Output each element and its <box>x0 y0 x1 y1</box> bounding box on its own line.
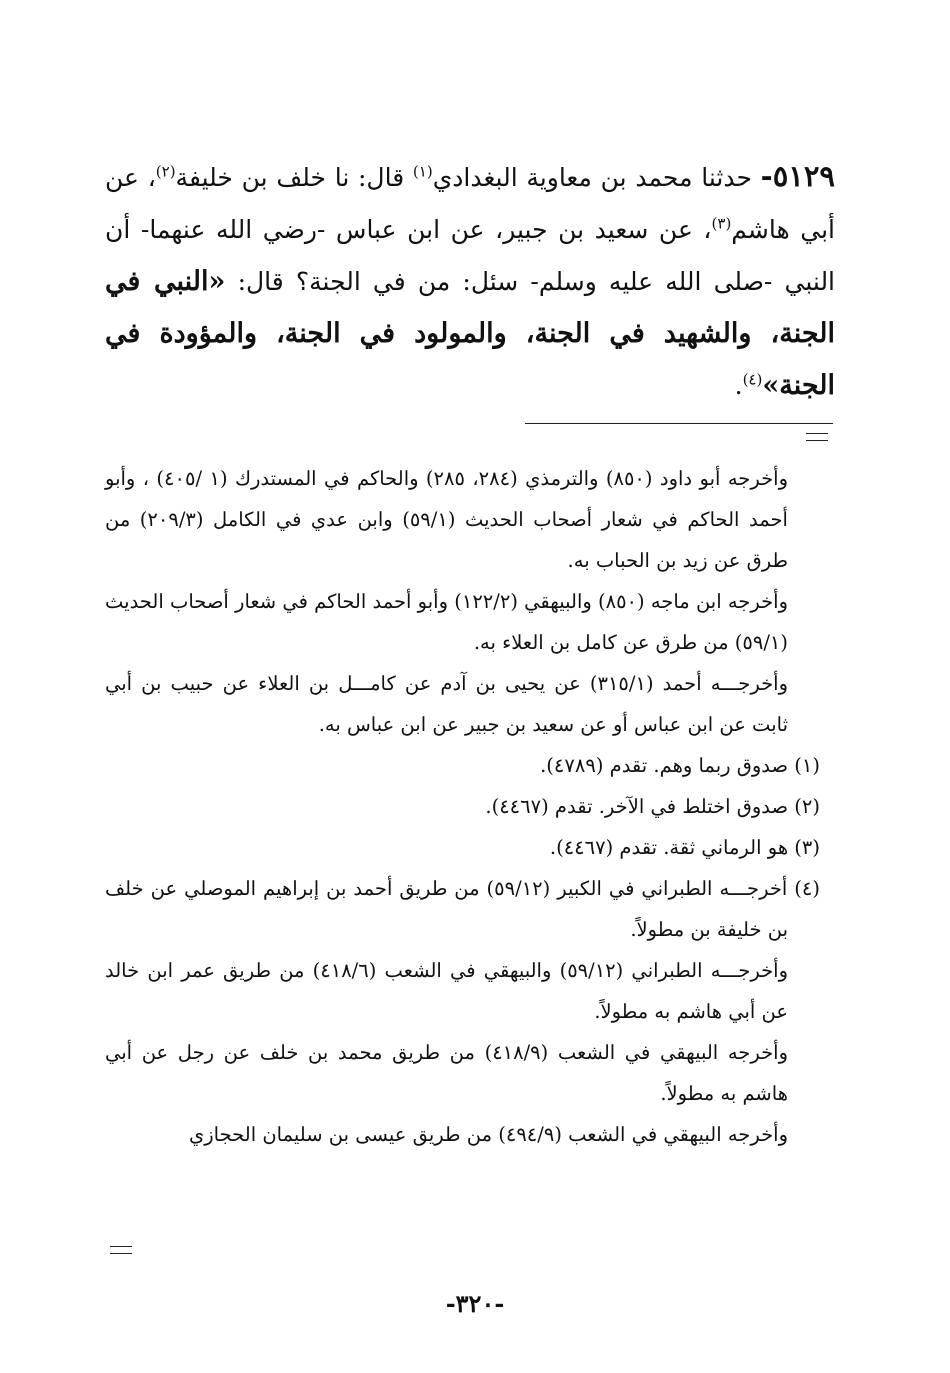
hadith-number: ٥١٢٩- <box>760 159 836 193</box>
footnote-marker: (٢) <box>155 162 176 181</box>
footnote-paragraph: وأخرجه أبو داود (٨٥٠) والترمذي (٢٨٤، ٢٨٥) والحاكم في المستدرك (١ /٤٠٥) ، وأبو أحمد الحاكم في شعار أصحاب الحديث (٥٩/١) وابن عدي في الكامل (٢٠٩/٣) من طرق عن زيد بن الحباب به. <box>105 467 788 572</box>
footnote-paragraph: وأخرجه ابن ماجه (٨٥٠) والبيهقي (١٢٢/٢) وأبو أحمد الحاكم في شعار أصحاب الحديث (٥٩/١) من طرق عن كامل بن العلاء به. <box>105 590 789 654</box>
footnote-marker: (٣) <box>711 214 732 233</box>
hadith-quote: «النبي في الجنة، والشهيد في الجنة، والمولود في الجنة، والمؤودة في الجنة» <box>105 266 835 401</box>
hadith-text-part: ، عن سعيد بن جبير، عن ابن عباس -رضي الله عنهما- أن النبي -صلى الله عليه وسلم- سئل: من في الجنة؟ قال: <box>105 215 836 296</box>
footnote-marker: (٤) <box>742 370 763 389</box>
hadith-text <box>105 150 835 412</box>
continuation-mark <box>110 1246 132 1254</box>
footnote-3: (٣) هو الرماني ثقة. تقدم (٤٤٦٧). <box>549 836 820 859</box>
hadith-text-part: قال: نا خلف بن خليفة <box>175 163 413 192</box>
footnote-2: (٢) صدوق اختلط في الآخر. تقدم (٤٤٦٧). <box>485 795 820 818</box>
hadith-text-part: حدثنا محمد بن معاوية البغدادي <box>432 163 761 192</box>
footnote-4: (٤) أخرجـــه الطبراني في الكبير (٥٩/١٢) من طريق أحمد بن إبراهيم الموصلي عن خلف بن خليفة بن مطولاً. <box>105 877 820 941</box>
footnote-paragraph: وأخرجه البيهقي في الشعب (٤١٨/٩) من طريق محمد بن خلف عن رجل عن أبي هاشم به مطولاً. <box>105 1041 788 1105</box>
footnote-paragraph: وأخرجـــه أحمد (٣١٥/١) عن يحيى بن آدم عن كامـــل بن العلاء عن حبيب بن أبي ثابت عن ابن عباس أو عن سعيد بن جبير عن ابن عباس به. <box>105 672 788 736</box>
footnote-1: (١) صدوق ربما وهم. تقدم (٤٧٨٩). <box>540 754 820 777</box>
page-number: -٣٢٠- <box>445 1289 505 1318</box>
footnote-marker: (١) <box>412 162 433 181</box>
footnote-separator <box>525 423 833 424</box>
footnotes <box>105 458 820 1155</box>
hadith-text-part: ، عن أبي هاشم <box>105 163 835 244</box>
footnote-paragraph: وأخرجه البيهقي في الشعب (٤٩٤/٩) من طريق عيسى بن سليمان الحجازي <box>188 1123 788 1146</box>
hadith-text-part: . <box>734 371 743 400</box>
continuation-mark <box>806 433 828 441</box>
footnote-paragraph: وأخرجـــه الطبراني (٥٩/١٢) والبيهقي في الشعب (٤١٨/٦) من طريق عمر ابن خالد عن أبي هاشم به مطولاً. <box>105 959 789 1023</box>
